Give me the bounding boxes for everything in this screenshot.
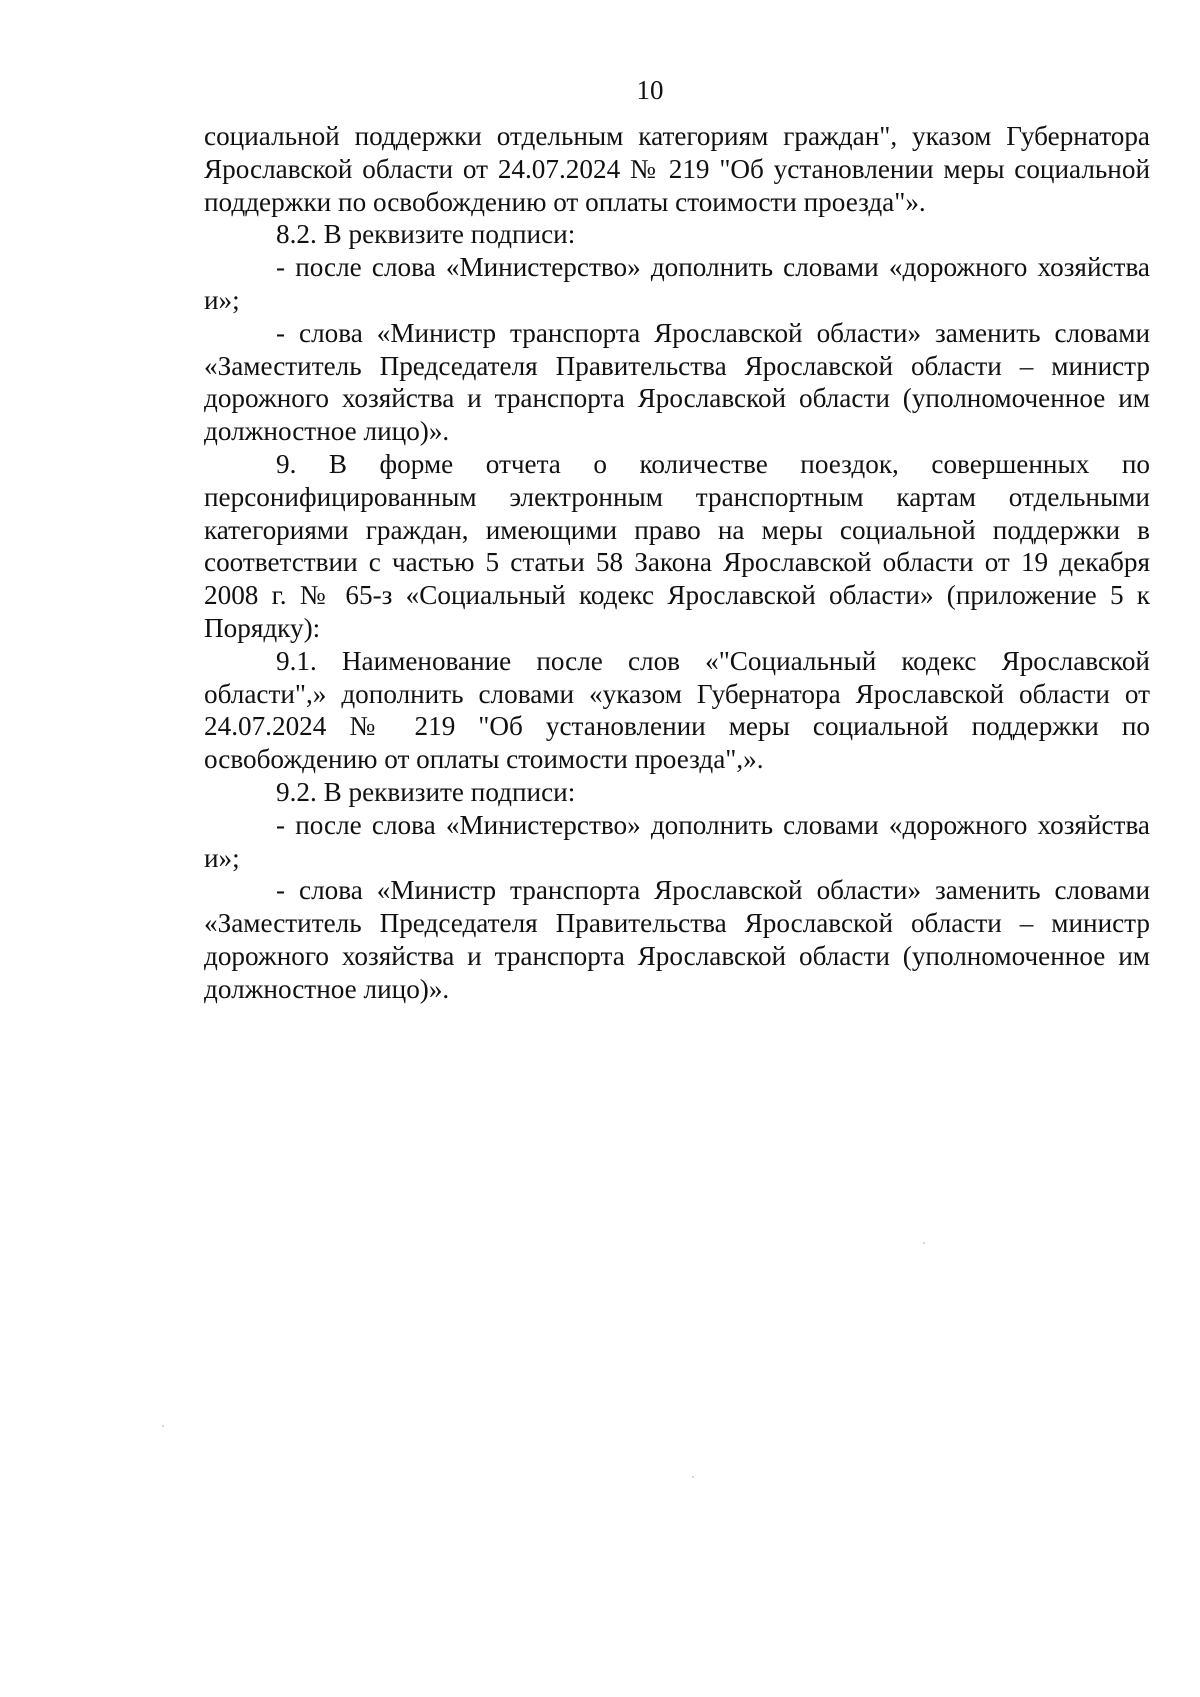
paragraph-9-1: 9.1. Наименование после слов «"Социальный кодекс Ярославской области",» дополнить словами «указом Губернатора Ярославской области от 24.07.2024 № 219 "Об установлении меры социальной поддержки по освобождению от оплаты стоимости проезда",».: [204, 645, 1150, 775]
scan-speck: [162, 1425, 164, 1427]
paragraph-continuation: социальной поддержки отдельным категориям граждан", указом Губернатора Ярославской области от 24.07.2024 № 219 "Об установлении меры социальной поддержки по освобождению от оплаты стоимости проезда"».: [204, 121, 1150, 217]
document-body: [204, 120, 1150, 1006]
paragraph-8-2-item-1: - после слова «Министерство» дополнить словами «дорожного хозяйства и»;: [204, 252, 1150, 315]
scan-speck: [923, 1242, 925, 1244]
paragraph-8-2: 8.2. В реквизите подписи:: [276, 219, 576, 250]
page-number: 10: [636, 75, 664, 105]
scan-speck: [692, 1476, 694, 1478]
paragraph-9: 9. В форме отчета о количестве поездок, совершенных по персонифицированным электронным транспортным картам отдельными категориями граждан, имеющими право на меры социальной поддержки в соответствии с частью 5 статьи 58 Закона Ярославской области от 19 декабря 2008 г. № 65-з «Социальный кодекс Ярославской области» (приложение 5 к Порядку):: [204, 448, 1150, 643]
paragraph-9-2-item-2: - слова «Министр транспорта Ярославской области» заменить словами «Заместитель Председателя Правительства Ярославской области – министр дорожного хозяйства и транспорта Ярославской области (уполномоченное им должностное лицо)».: [204, 875, 1150, 1004]
paragraph-8-2-item-2: - слова «Министр транспорта Ярославской области» заменить словами «Заместитель Председателя Правительства Ярославской области – министр дорожного хозяйства и транспорта Ярославской области (уполномоченное им должностное лицо)».: [204, 317, 1150, 447]
paragraph-9-2: 9.2. В реквизите подписи:: [276, 776, 576, 807]
paragraph-9-2-item-1: - после слова «Министерство» дополнить словами «дорожного хозяйства и»;: [204, 809, 1150, 873]
